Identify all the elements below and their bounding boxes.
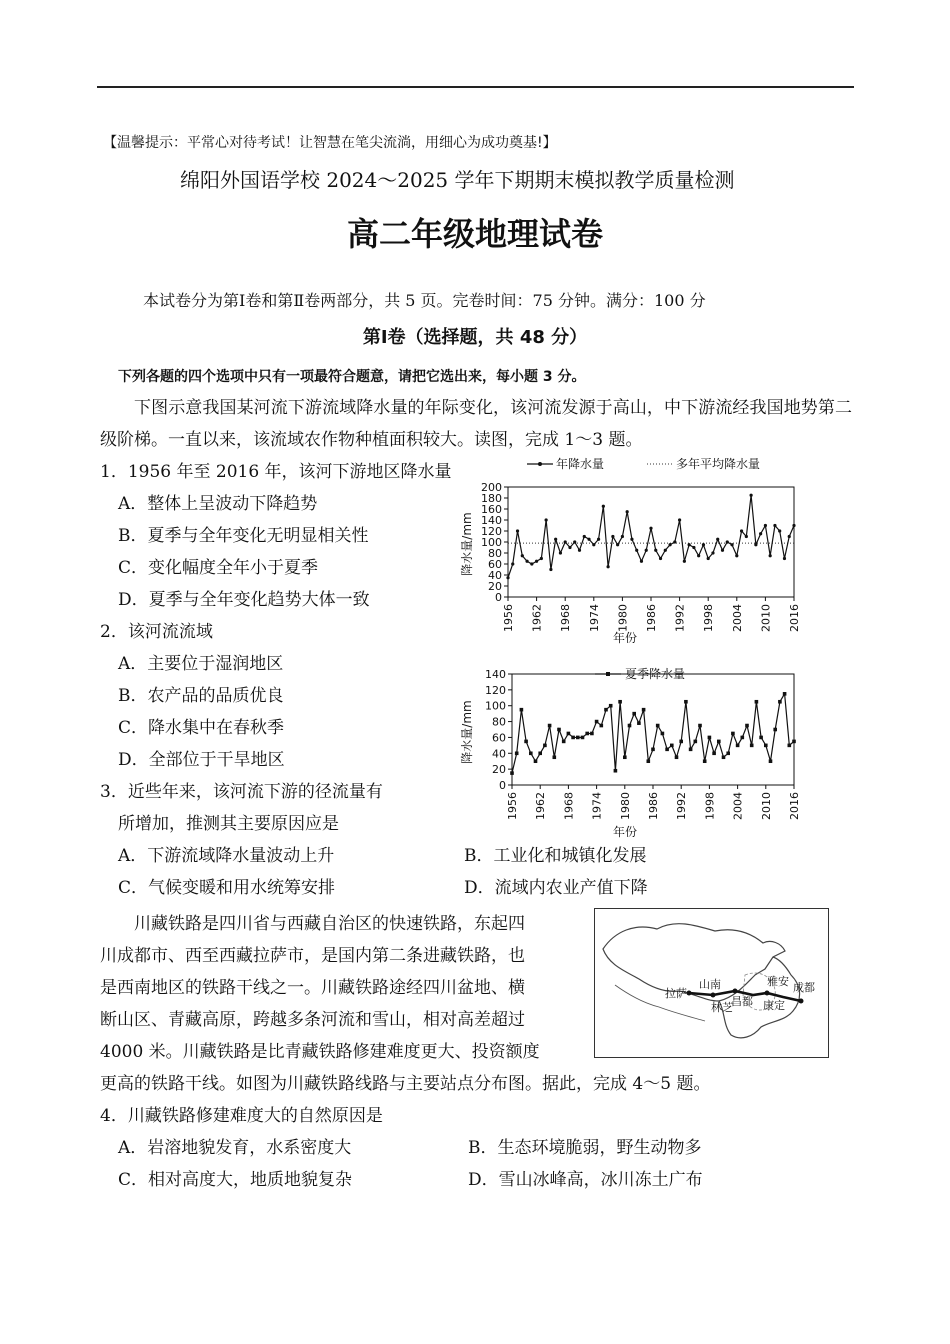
q3-option-c: C．气候变暖和用水统筹安排 [118, 878, 336, 898]
chart1-point [778, 529, 781, 532]
chart1-point [788, 535, 791, 538]
chart1-point [697, 554, 700, 557]
chart1-xtick-label: 1998 [702, 604, 716, 632]
question-4-stem: 4．川藏铁路修建难度大的自然原因是 [100, 1106, 383, 1126]
chart2-point [670, 744, 674, 748]
question-2-stem: 2．该河流流域 [100, 622, 213, 642]
chart1-point [654, 549, 657, 552]
chart1-point [745, 535, 748, 538]
chart1-point [649, 527, 652, 530]
station-changdu [733, 989, 738, 994]
chart1-point [754, 543, 757, 546]
chart1-point [740, 529, 743, 532]
tibet-boundary [603, 924, 785, 1001]
chart2-point [538, 751, 542, 755]
chart1-point [535, 560, 538, 563]
chart1-xtick-label: 1956 [502, 604, 515, 632]
chart2-point [571, 736, 575, 740]
q4-option-d: D．雪山冰峰高，冰川冻土广布 [468, 1170, 703, 1190]
q3-option-b: B．工业化和城镇化发展 [464, 846, 647, 866]
map-label-changdu: 昌都 [731, 995, 753, 1008]
chart1-point [640, 560, 643, 563]
chart2-point [665, 748, 669, 752]
chart2-xtick-label: 1998 [703, 792, 717, 820]
station-chengdu [799, 999, 804, 1004]
chart2-point [722, 755, 726, 759]
chart1-xtick-label: 1980 [616, 604, 630, 632]
annual-precipitation-chart [455, 452, 805, 644]
chart1-point [621, 535, 624, 538]
chart2-point [642, 708, 646, 712]
chart2-point [773, 728, 777, 732]
chart2-xtick-label: 2004 [731, 792, 745, 820]
instruction: 下列各题的四个选项中只有一项最符合题意，请把它选出来，每小题 3 分。 [118, 369, 586, 385]
chart2-point [741, 736, 745, 740]
map-label-shannan: 山南 [699, 978, 721, 991]
chart1-point [635, 549, 638, 552]
chart1-point [730, 543, 733, 546]
chart1-point [783, 557, 786, 560]
chart1-point [568, 546, 571, 549]
chart2-point [576, 736, 580, 740]
chart1-point [545, 518, 548, 521]
chart1-xtick-label: 1974 [587, 604, 601, 632]
chart1-point [521, 554, 524, 557]
chart1-point [592, 543, 595, 546]
chart2-xtick-label: 1962 [534, 792, 548, 820]
chart2-ytick-label: 140 [485, 668, 506, 681]
map-label-yaan: 雅安 [767, 975, 789, 988]
chart2-point [750, 744, 754, 748]
map-label-linzhi: 林芝 [711, 1001, 733, 1014]
chart2-point [764, 744, 768, 748]
chart2-point [694, 740, 698, 744]
chart1-xtick-label: 2010 [759, 604, 773, 632]
chart1-ytick-label: 40 [488, 569, 502, 582]
chart1-point [578, 549, 581, 552]
chart2-point [600, 724, 604, 728]
chart1-ytick-label: 160 [481, 503, 502, 516]
chart2-point [745, 724, 749, 728]
chart1-xtick-label: 2004 [730, 604, 744, 632]
chart2-point [637, 721, 641, 725]
q4-option-a: A．岩溶地貌发育，水系密度大 [118, 1138, 352, 1158]
chart1-point [759, 532, 762, 535]
chart2-point [609, 704, 613, 708]
chart2-point [510, 771, 514, 775]
chart1-point [549, 568, 552, 571]
passage-2-line-5: 4000 米。川藏铁路是比青藏铁路修建难度更大、投资额度 [100, 1042, 540, 1062]
chart2-ytick-label: 80 [492, 715, 506, 729]
chart2-series-line [512, 694, 794, 773]
chart1-legend [527, 456, 760, 471]
q3-option-d: D．流域内农业产值下降 [464, 878, 648, 898]
chart1-point [583, 535, 586, 538]
q2-option-d: D．全部位于干旱地区 [118, 750, 285, 770]
question-3-stem-cont: 所增加，推测其主要原因应是 [118, 814, 339, 834]
chart1-point [683, 560, 686, 563]
chart2-point [769, 759, 773, 763]
sichuan-tibet-railway-map [594, 908, 829, 1058]
top-rule [97, 86, 854, 88]
chart1-point [511, 562, 514, 565]
chart2-point [731, 732, 735, 736]
chart2-point [675, 755, 679, 759]
chart1-xtick-label: 1962 [530, 604, 544, 632]
chart1-point [692, 546, 695, 549]
chart2-point [581, 736, 585, 740]
chart1-ytick-label: 20 [488, 580, 502, 593]
chart2-xtick-label: 1980 [618, 792, 632, 820]
chart2-point [548, 724, 552, 728]
chart2-xtick-label: 1968 [562, 792, 576, 820]
chart1-point [750, 494, 753, 497]
chart2-xtick-label: 2010 [759, 792, 773, 820]
q2-option-b: B．农产品的品质优良 [118, 686, 284, 706]
chart1-point [792, 524, 795, 527]
page-title: 高二年级地理试卷 [346, 215, 603, 253]
chart1-series-line [508, 495, 794, 578]
chart2-point [679, 740, 683, 744]
chart2-xtick-label: 1974 [590, 792, 604, 820]
q3-option-a: A．下游流域降水量波动上升 [118, 846, 335, 866]
chart2-ytick-label: 120 [485, 683, 506, 697]
chart2-point [712, 751, 716, 755]
chart2-point [632, 712, 636, 716]
tip-text: 【温馨提示：平常心对待考试！让智慧在笔尖流淌，用细心为成功奠基!】 [103, 135, 557, 151]
chart1-point [664, 549, 667, 552]
chart1-point [702, 543, 705, 546]
chart2-point [656, 724, 660, 728]
chart2-ytick-label: 0 [499, 779, 506, 792]
chart1-ytick-label: 100 [481, 536, 502, 549]
q1-option-d: D．夏季与全年变化趋势大体一致 [118, 590, 370, 610]
chart2-point [553, 755, 557, 759]
chart2-point [614, 769, 618, 773]
chart2-xtick-label: 1992 [675, 792, 689, 820]
chart2-point [647, 759, 651, 763]
chart1-point [611, 535, 614, 538]
chart2-point [618, 700, 622, 704]
chart1-point [607, 565, 610, 568]
chart1-xtick-label: 1992 [673, 604, 687, 632]
chart2-point [783, 692, 787, 696]
chart2-legend-label: 夏季降水量 [625, 667, 686, 681]
chart1-point [525, 560, 528, 563]
passage-2-line-6: 更高的铁路干线。如图为川藏铁路线路与主要站点分布图。据此，完成 4～5 题。 [100, 1074, 711, 1094]
chart1-point [707, 557, 710, 560]
chart2-point [628, 724, 632, 728]
chart1-point [726, 540, 729, 543]
chart1-point [764, 524, 767, 527]
chart1-point [773, 524, 776, 527]
chart1-point [554, 538, 557, 541]
chart2-point [585, 732, 589, 736]
chart2-point [689, 748, 693, 752]
chart2-point [792, 740, 796, 744]
chart1-ytick-label: 200 [481, 481, 502, 494]
station-yaan [765, 991, 770, 996]
passage-2-line-1: 川藏铁路是四川省与西藏自治区的快速铁路，东起四 [134, 914, 525, 934]
chart1-point [645, 549, 648, 552]
chart2-ytick-label: 20 [492, 763, 506, 777]
chart1-xlabel: 年份 [612, 631, 638, 644]
chart2-point [788, 744, 792, 748]
section-title: 第Ⅰ卷（选择题，共 48 分） [362, 327, 588, 348]
chart1-point [716, 538, 719, 541]
chart2-point [759, 736, 763, 740]
chart2-frame [512, 674, 794, 785]
map-label-lasa: 拉萨 [665, 987, 687, 1000]
chart1-ytick-label: 140 [481, 514, 502, 527]
chart1-xtick-label: 2016 [788, 604, 801, 632]
chart1-point [721, 549, 724, 552]
chart1-point [506, 576, 509, 579]
chart1-point [616, 543, 619, 546]
chart2-point [736, 744, 740, 748]
chart1-point [678, 518, 681, 521]
chart1-point [735, 554, 738, 557]
chart2-ylabel: 降水量/mm [460, 700, 474, 764]
chart1-ylabel: 降水量/mm [460, 512, 474, 576]
chart1-point [626, 510, 629, 513]
chart1-point [769, 554, 772, 557]
chart2-point [590, 732, 594, 736]
chart1-legend-marker [538, 462, 542, 466]
question-3-stem: 3．近些年来，该河流下游的径流量有 [100, 782, 383, 802]
chart2-point [524, 740, 528, 744]
chart1-point [564, 540, 567, 543]
chart2-xlabel: 年份 [612, 825, 638, 839]
river-line [615, 985, 705, 1021]
chart1-xtick-label: 1968 [559, 604, 573, 632]
chart1-point [573, 540, 576, 543]
q1-option-b: B．夏季与全年变化无明显相关性 [118, 526, 369, 546]
station-lasa [687, 991, 692, 996]
chart1-ytick-label: 80 [488, 547, 502, 560]
chart2-point [534, 759, 538, 763]
chart1-point [673, 540, 676, 543]
chart2-point [684, 700, 688, 704]
chart1-point [711, 551, 714, 554]
passage-2-line-2: 川成都市、西至西藏拉萨市，是国内第二条进藏铁路，也 [100, 946, 525, 966]
chart1-point [530, 562, 533, 565]
chart1-legend-label-1: 年降水量 [556, 457, 605, 471]
chart2-point [755, 700, 759, 704]
chart1-point [668, 543, 671, 546]
chart1-point [630, 538, 633, 541]
q2-option-a: A．主要位于湿润地区 [118, 654, 284, 674]
summer-precipitation-chart [455, 662, 805, 840]
passage-1: 下图示意我国某河流下游流域降水量的年际变化，该河流发源于高山，中下游流经我国地势第二级阶梯。一直以来，该流域农作物种植面积较大。读图，完成 1～3 题。 [100, 398, 852, 450]
chart1-point [516, 529, 519, 532]
chart1-point [540, 557, 543, 560]
chart2-xtick-label: 2016 [788, 792, 801, 820]
chart1-point [559, 551, 562, 554]
chart2-point [515, 751, 519, 755]
chart2-point [726, 751, 730, 755]
chart1-ytick-label: 0 [495, 591, 502, 604]
q1-option-a: A．整体上呈波动下降趋势 [118, 494, 318, 514]
map-label-kangding: 康定 [763, 999, 785, 1012]
chart1-point [659, 557, 662, 560]
chart2-point [661, 732, 665, 736]
chart2-point [604, 708, 608, 712]
chart1-ytick-label: 60 [488, 558, 502, 571]
chart1-xtick-label: 1986 [645, 604, 658, 632]
chart1-legend-label-2: 多年平均降水量 [676, 457, 761, 471]
chart1-frame [508, 487, 794, 597]
chart1-point [587, 538, 590, 541]
chart2-point [557, 728, 561, 732]
q4-option-b: B．生态环境脆弱，野生动物多 [468, 1138, 702, 1158]
chart2-point [651, 748, 655, 752]
chart2-xtick-label: 1956 [506, 792, 519, 820]
chart2-point [778, 700, 782, 704]
question-1-stem: 1．1956 年至 2016 年，该河下游地区降水量 [100, 462, 452, 482]
chart2-point [595, 720, 599, 724]
chart2-point [708, 736, 712, 740]
chart2-point [567, 732, 571, 736]
q2-option-c: C．降水集中在春秋季 [118, 718, 285, 738]
chart2-ytick-label: 100 [485, 699, 506, 713]
chart2-point [717, 740, 721, 744]
chart2-point [562, 740, 566, 744]
chart1-point [688, 543, 691, 546]
chart1-ytick-label: 180 [481, 492, 502, 505]
chart2-ytick-label: 40 [492, 747, 506, 761]
chart2-point [703, 759, 707, 763]
passage-2-line-4: 断山区、青藏高原，跨越多条河流和雪山，相对高差超过 [100, 1010, 525, 1030]
chart2-point [520, 708, 524, 712]
chart2-point [543, 744, 547, 748]
q4-option-c: C．相对高度大，地质地貌复杂 [118, 1170, 353, 1190]
school-line: 绵阳外国语学校 2024～2025 学年下期期末模拟教学质量检测 [180, 168, 735, 192]
chart2-xtick-label: 1986 [647, 792, 660, 820]
map-label-chengdu: 成都 [793, 981, 815, 994]
chart2-point [698, 724, 702, 728]
chart2-point [623, 755, 627, 759]
exam-info: 本试卷分为第Ⅰ卷和第Ⅱ卷两部分，共 5 页。完卷时间：75 分钟。满分：100 分 [143, 291, 706, 310]
chart2-ytick-label: 60 [492, 731, 506, 745]
station-shannan [711, 993, 716, 998]
chart1-point [602, 505, 605, 508]
chart1-point [597, 538, 600, 541]
q1-option-c: C．变化幅度全年小于夏季 [118, 558, 319, 578]
chart2-point [529, 751, 533, 755]
passage-2-line-3: 是西南地区的铁路干线之一。川藏铁路途经四川盆地、横 [100, 978, 525, 998]
chart1-ytick-label: 120 [481, 525, 502, 538]
